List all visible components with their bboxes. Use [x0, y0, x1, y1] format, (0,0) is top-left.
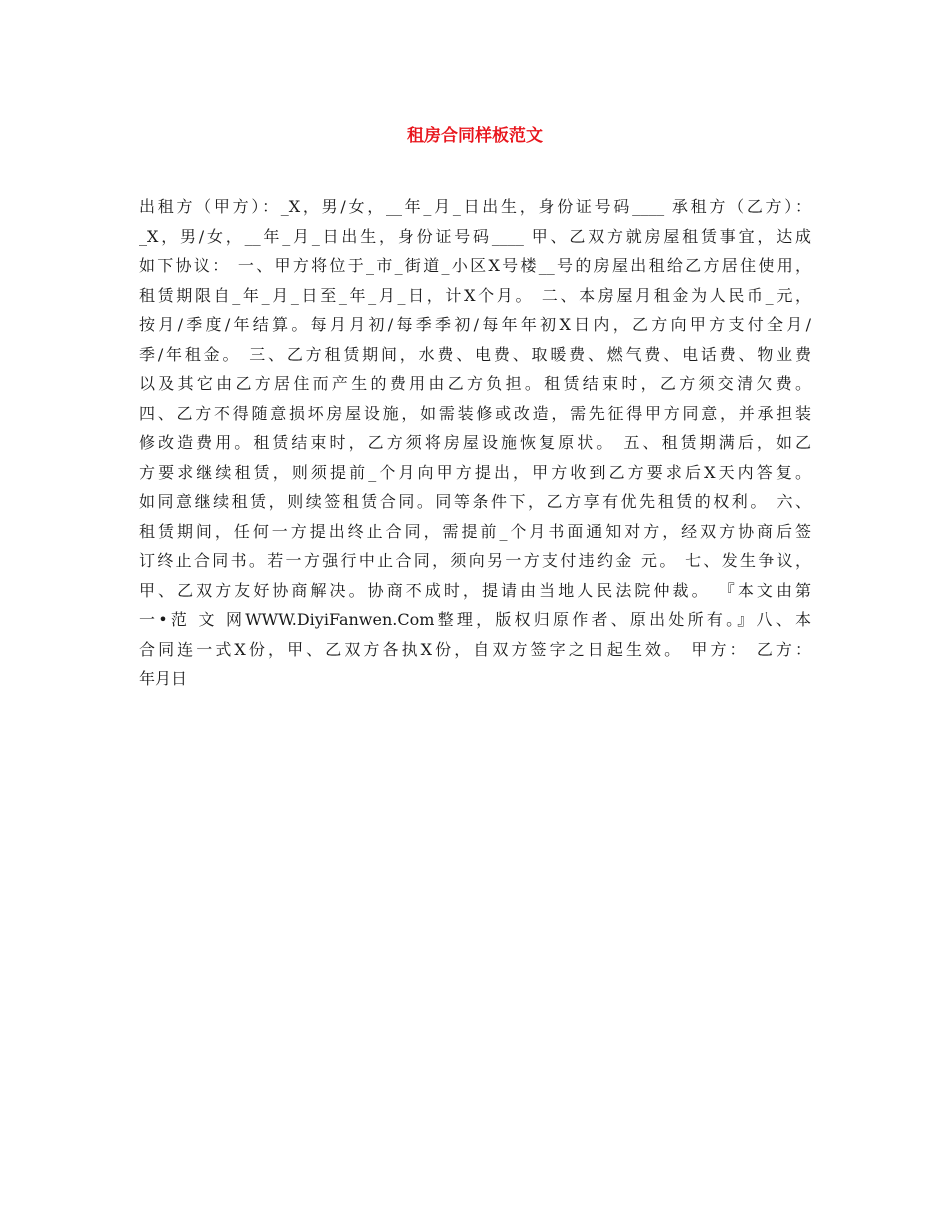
body-line: 修改造费用。租赁结束时，乙方须将房屋设施恢复原状。 五、租赁期满后，如乙 — [139, 433, 811, 452]
body-line: 按月/季度/年结算。每月月初/每季季初/每年年初X日内，乙方向甲方支付全月/ — [139, 315, 811, 334]
body-line: 如下协议： 一、甲方将位于_市_街道_小区X号楼__号的房屋出租给乙方居住使用， — [139, 256, 811, 275]
body-line: 甲、乙双方友好协商解决。协商不成时，提请由当地人民法院仲裁。 『本文由第 — [139, 580, 811, 600]
body-line: 租赁期限自_年_月_日至_年_月_日，计X个月。 二、本房屋月租金为人民币_元， — [139, 285, 811, 305]
body-line: 季/年租金。 三、乙方租赁期间，水费、电费、取暖费、燃气费、电话费、物业费 — [139, 344, 811, 364]
body-line: 一•范 文 网WWW.DiyiFanwen.Com整理，版权归原作者、原出处所有。』八、本 — [139, 610, 811, 629]
body-line: 订终止合同书。若一方强行中止合同，须向另一方支付违约金 元。 七、发生争议， — [139, 551, 811, 570]
body-line: 出租方（甲方）：_X，男/女，__年_月_日出生，身份证号码____ 承租方（乙方）： — [139, 197, 811, 216]
body-line: _X，男/女，__年_月_日出生，身份证号码____ 甲、乙双方就房屋租赁事宜，达成 — [139, 226, 811, 246]
document-body — [139, 192, 811, 694]
body-line: 租赁期间，任何一方提出终止合同，需提前_个月书面通知对方，经双方协商后签 — [139, 521, 811, 541]
body-line: 以及其它由乙方居住而产生的费用由乙方负担。租赁结束时，乙方须交清欠费。 — [139, 374, 811, 393]
body-line: 方要求继续租赁，则须提前_个月向甲方提出，甲方收到乙方要求后X天内答复。 — [139, 462, 811, 482]
body-line: 合同连一式X份，甲、乙双方各执X份，自双方签字之日起生效。 甲方： 乙方： — [139, 639, 811, 659]
body-line: 年月日 — [139, 669, 188, 688]
document-title: 租房合同样板范文 — [407, 126, 543, 146]
body-line: 如同意继续租赁，则续签租赁合同。同等条件下，乙方享有优先租赁的权利。 六、 — [139, 492, 811, 511]
body-line: 四、乙方不得随意损坏房屋设施，如需装修或改造，需先征得甲方同意，并承担装 — [139, 403, 811, 423]
